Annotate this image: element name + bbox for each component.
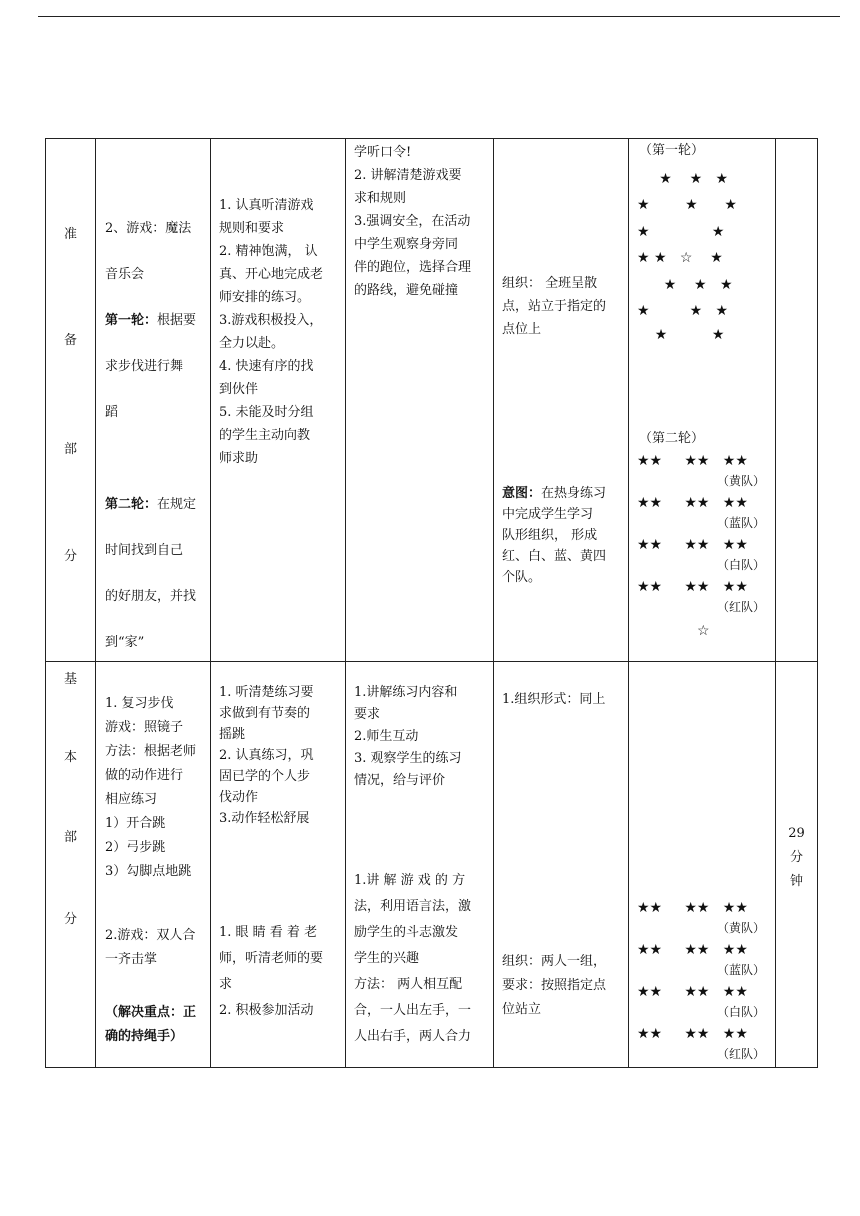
- team-star-row: ★★ ★★ ★★: [637, 495, 748, 511]
- content-line: 2、游戏：魔法: [105, 221, 192, 236]
- basic-org-cell: [494, 662, 629, 1068]
- prep-org-text: 组织： 全班呈散 点，站立于指定的 点位上: [502, 276, 607, 337]
- team-label: （红队）: [716, 600, 765, 614]
- basic-row: [46, 662, 818, 1068]
- section-char: 备: [63, 333, 77, 348]
- prep-teacher-cell: [346, 139, 494, 662]
- team-label: （白队）: [716, 1005, 765, 1019]
- prep-student-cell: [211, 139, 346, 662]
- team-label: （黄队）: [716, 921, 765, 935]
- team-label: （黄队）: [716, 474, 765, 488]
- basic-org-b: 组织：两人一组， 要求：按照指定点 位站立: [502, 954, 607, 1017]
- team-label: （蓝队）: [716, 963, 765, 977]
- round2-label: 第二轮：: [105, 497, 158, 512]
- basic-student-a: 1. 听清楚练习要 求做到有节奏的 摇跳 2. 认真练习，巩 固已学的个人步 伐动作 3.动作轻松舒展: [219, 685, 314, 826]
- team-label: （红队）: [716, 1047, 765, 1061]
- basic-content-b: 2.游戏：双人合 一齐击掌: [105, 928, 196, 967]
- content-line: 的好朋友，并找: [105, 589, 197, 604]
- basic-teacher-cell: [346, 662, 494, 1068]
- prep-time-cell: [776, 139, 818, 662]
- prep-content-cell: [96, 139, 211, 662]
- basic-content-a: 1. 复习步伐 游戏：照镜子 方法：根据老师 做的动作进行 相应练习 1）开合跳 2）弓步跳 3）勾脚点地跳: [105, 696, 197, 879]
- prep-section-cell: [46, 139, 96, 662]
- round1-star-row: ★ ★ ★: [637, 197, 737, 213]
- basic-section-cell: [46, 662, 96, 1068]
- basic-content-cell: [96, 662, 211, 1068]
- round1-star-row: ★ ★ ★: [637, 303, 729, 319]
- section-char: 部: [63, 442, 77, 457]
- content-line: 到“家”: [105, 635, 145, 650]
- prep-diagram-cell: [629, 139, 776, 662]
- basic-key-point: （解决重点：正 确的持绳手）: [105, 1005, 197, 1044]
- round1-star-row: ★ ★ ★: [637, 277, 733, 293]
- prep-teacher-text: 学听口令! 2. 讲解清楚游戏要 求和规则 3.强调安全，在活动 中学生观察身旁同 伴的跑位，选择合理 的路线，避免碰撞: [354, 145, 472, 298]
- intent-label: 意图：: [502, 486, 542, 501]
- content-line: 音乐会: [105, 267, 145, 282]
- intent-text: 中完成学生学习 队形组织， 形成 红、白、蓝、黄四 个队。: [502, 507, 607, 585]
- round1-star-row: ★ ★: [637, 224, 725, 240]
- section-char: 分: [63, 912, 77, 927]
- section-char: 本: [63, 750, 77, 765]
- prep-student-text: 1. 认真听清游戏 规则和要求 2. 精神饱满， 认 真、开心地完成老 师安排的练习。 3.游戏积极投入， 全力以赴。 4. 快速有序的找 到伙伴 5. 未能及时分组 的学生主动向教 师求助: [219, 198, 324, 466]
- team-label: （白队）: [716, 558, 765, 572]
- content-line: 时间找到自己: [105, 543, 184, 558]
- prep-row: [46, 139, 818, 662]
- prep-content-text: [105, 194, 209, 677]
- intent-text: 在热身练习: [541, 486, 607, 501]
- basic-diagram-cell: [629, 662, 776, 1068]
- basic-time-cell: [776, 662, 818, 1068]
- prep-intent-text: [502, 483, 627, 588]
- section-char: 部: [63, 830, 77, 845]
- team-label: （蓝队）: [716, 516, 765, 530]
- team-star-row: ★★ ★★ ★★: [637, 579, 748, 595]
- content-line: 在规定: [157, 497, 197, 512]
- section-char: 准: [63, 227, 77, 242]
- section-char: 分: [63, 549, 77, 564]
- basic-org-a: 1.组织形式：同上: [502, 692, 606, 707]
- content-line: 蹈: [105, 405, 119, 420]
- team-star-row: ★★ ★★ ★★: [637, 900, 748, 916]
- basic-student-cell: [211, 662, 346, 1068]
- team-star-row: ★★ ★★ ★★: [637, 453, 748, 469]
- team-star-row: ★★ ★★ ★★: [637, 537, 748, 553]
- basic-teacher-a: 1.讲解练习内容和 要求 2.师生互动 3. 观察学生的练习 情况，给与评价: [354, 685, 462, 788]
- round1-star-row: ★ ★: [637, 327, 725, 343]
- prep-org-cell: [494, 139, 629, 662]
- round1-label: 第一轮：: [105, 313, 158, 328]
- content-line: 根据要: [157, 313, 197, 328]
- content-line: 求步伐进行舞: [105, 359, 184, 374]
- basic-teacher-b: 1.讲 解 游 戏 的 方 法，利用语言法，激 励学生的斗志激发 学生的兴趣 方法： 两人相互配 合，一人出左手，一 人出右手，两人合力: [354, 873, 472, 1044]
- round1-star-row: ★ ★ ☆ ★: [637, 250, 723, 266]
- round1-title: （第一轮）: [639, 143, 705, 158]
- header-rule: [38, 16, 840, 17]
- round1-star-row: ★ ★ ★: [637, 171, 729, 187]
- teacher-star: ☆: [697, 623, 710, 639]
- lesson-plan-table: [45, 138, 818, 1068]
- time-allotted: 29 分 钟: [788, 826, 805, 889]
- round2-title: （第二轮）: [639, 431, 705, 446]
- section-char: 基: [63, 672, 77, 687]
- team-star-row: ★★ ★★ ★★: [637, 1026, 748, 1042]
- basic-student-b: 1. 眼 睛 看 着 老 师，听清老师的要 求 2. 积极参加活动: [219, 925, 324, 1018]
- team-star-row: ★★ ★★ ★★: [637, 942, 748, 958]
- team-star-row: ★★ ★★ ★★: [637, 984, 748, 1000]
